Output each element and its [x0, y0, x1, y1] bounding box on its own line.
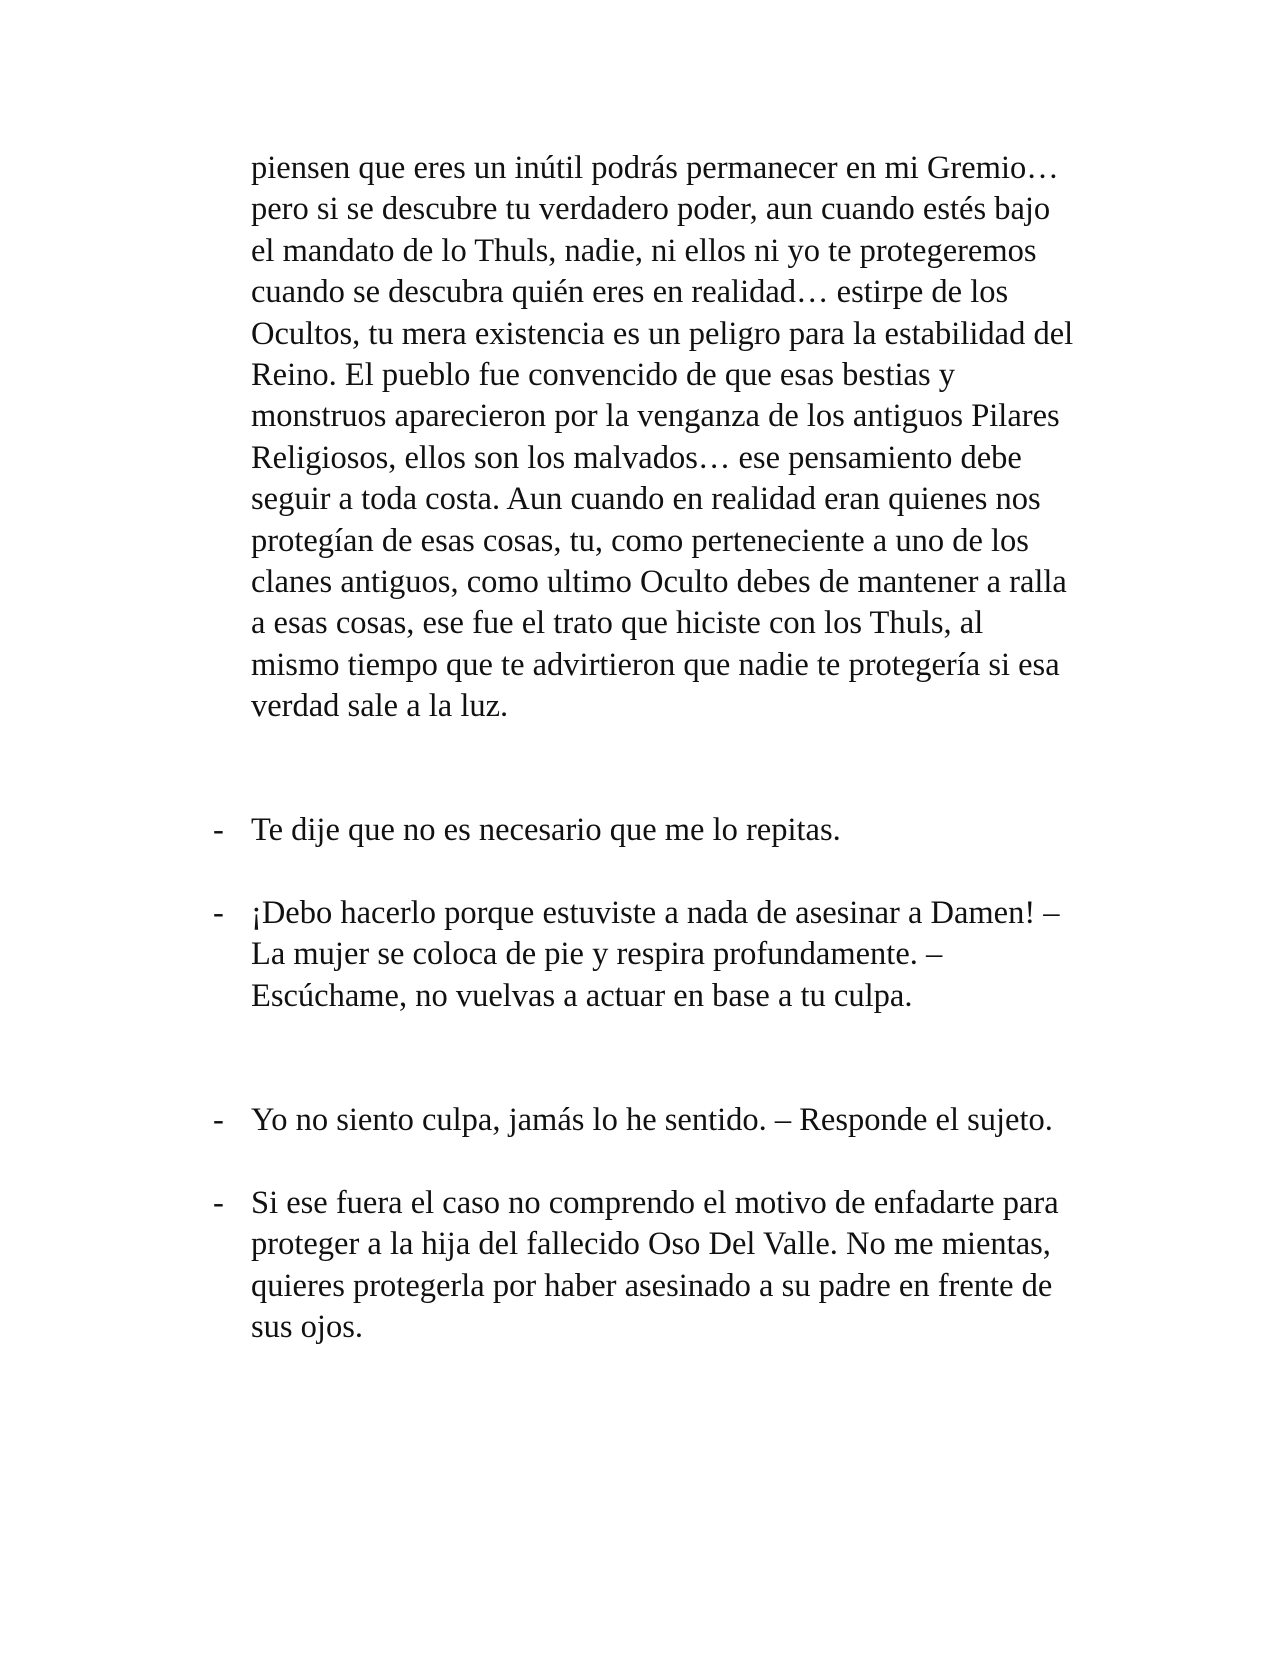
text-line: Religiosos, ellos son los malvados… ese pensamiento debe — [251, 439, 1022, 476]
dialogue-text — [251, 1183, 1111, 1349]
dialogue-dash: - — [213, 1185, 224, 1221]
text-line: proteger a la hija del fallecido Oso Del Valle. No me mientas, — [251, 1226, 1051, 1263]
text-line: Escúchame, no vuelvas a actuar en base a tu culpa. — [251, 977, 913, 1014]
dialogue-text — [251, 1100, 1111, 1141]
text-line: Reino. El pueblo fue convencido de que esas bestias y — [251, 357, 955, 394]
text-line: Si ese fuera el caso no comprendo el motivo de enfadarte para — [251, 1185, 1059, 1221]
dialogue-text — [251, 893, 1111, 1017]
text-line: clanes antiguos, como ultimo Oculto debes de mantener a ralla — [251, 564, 1067, 601]
text-line: el mandato de lo Thuls, nadie, ni ellos ni yo te protegeremos — [251, 232, 1037, 269]
dialogue-dash: - — [213, 1102, 224, 1138]
text-line: ¡Debo hacerlo porque estuviste a nada de asesinar a Damen! – — [251, 895, 1060, 931]
text-line: sus ojos. — [251, 1309, 363, 1346]
text-line: cuando se descubra quién eres en realidad… estirpe de los — [251, 274, 1009, 311]
dialogue-text — [251, 810, 1111, 851]
text-line: Yo no siento culpa, jamás lo he sentido. – Responde el sujeto. — [251, 1102, 1053, 1138]
continuation-paragraph — [251, 148, 1101, 728]
text-line: pero si se descubre tu verdadero poder, aun cuando estés bajo — [251, 191, 1051, 228]
text-line: protegían de esas cosas, tu, como perteneciente a uno de los — [251, 522, 1029, 559]
dialogue-dash: - — [213, 812, 224, 848]
dialogue-dash: - — [213, 895, 224, 931]
text-line: Te dije que no es necesario que me lo repitas. — [251, 812, 841, 848]
text-line: mismo tiempo que te advirtieron que nadie te protegería si esa — [251, 646, 1060, 683]
text-line: monstruos aparecieron por la venganza de los antiguos Pilares — [251, 398, 1060, 435]
text-line: La mujer se coloca de pie y respira profundamente. – — [251, 936, 943, 973]
text-line: verdad sale a la luz. — [251, 688, 509, 725]
text-line: seguir a toda costa. Aun cuando en realidad eran quienes nos — [251, 481, 1041, 518]
text-line: a esas cosas, ese fue el trato que hiciste con los Thuls, al — [251, 605, 984, 642]
text-line: quieres protegerla por haber asesinado a su padre en frente de — [251, 1267, 1053, 1304]
text-line: piensen que eres un inútil podrás permanecer en mi Gremio… — [251, 150, 1059, 186]
text-line: Ocultos, tu mera existencia es un peligro para la estabilidad del — [251, 315, 1074, 352]
